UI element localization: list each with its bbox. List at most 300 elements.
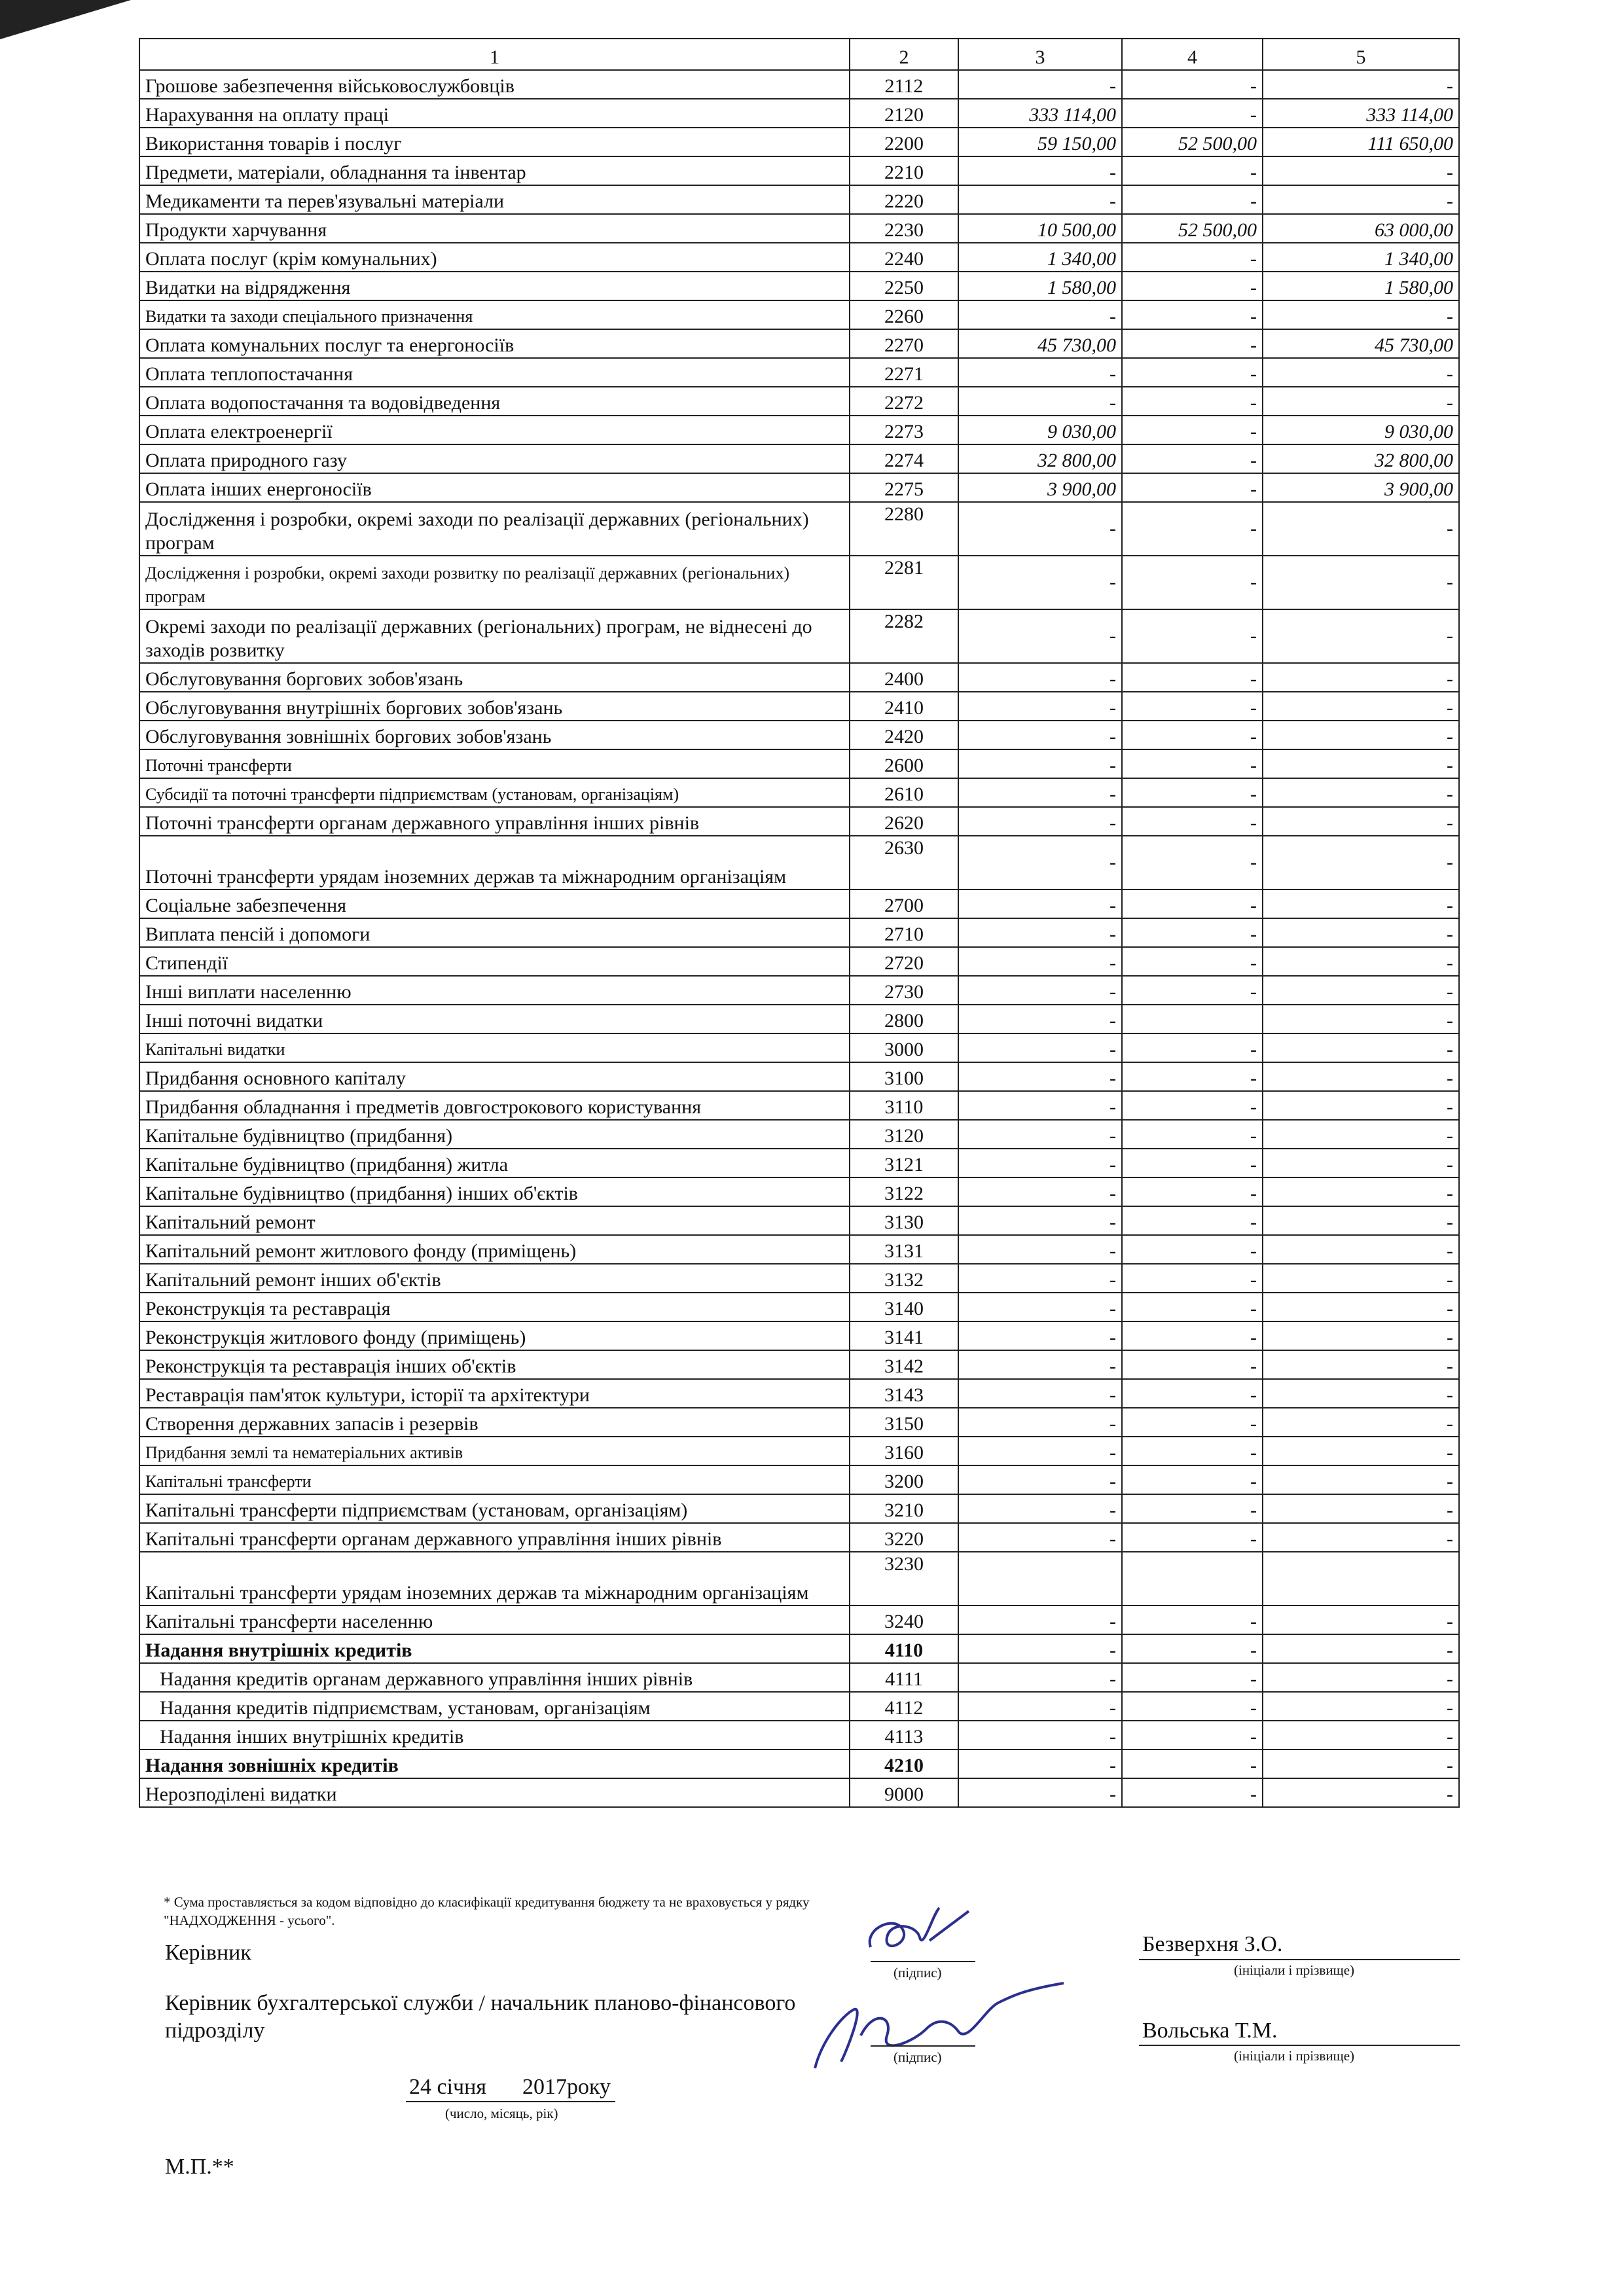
date-caption: (число, місяць, рік) bbox=[445, 2106, 558, 2121]
row-name-cell: Стипендії bbox=[139, 947, 850, 976]
row-code-cell: 2270 bbox=[850, 329, 958, 358]
row-name-cell: Придбання основного капіталу bbox=[139, 1062, 850, 1091]
row-value-col3: 45 730,00 bbox=[958, 329, 1122, 358]
row-code-cell: 2112 bbox=[850, 70, 958, 99]
row-value-col5: - bbox=[1263, 609, 1459, 663]
row-value-col4: - bbox=[1122, 329, 1263, 358]
row-value-col4: - bbox=[1122, 444, 1263, 473]
row-value-col5: - bbox=[1263, 1634, 1459, 1663]
row-value-col5: 3 900,00 bbox=[1263, 473, 1459, 502]
row-value-col5: - bbox=[1263, 947, 1459, 976]
date-line bbox=[406, 2101, 615, 2102]
row-name-cell: Надання зовнішніх кредитів bbox=[139, 1749, 850, 1778]
row-name-cell: Реконструкція та реставрація інших об'єктів bbox=[139, 1350, 850, 1379]
header-cell-3: 3 bbox=[958, 39, 1122, 70]
row-value-col4: - bbox=[1122, 1033, 1263, 1062]
row-value-col5: - bbox=[1263, 502, 1459, 556]
row-code-cell: 3210 bbox=[850, 1494, 958, 1523]
row-name-cell: Обслуговування зовнішніх боргових зобов'язань bbox=[139, 721, 850, 749]
row-value-col3: 9 030,00 bbox=[958, 416, 1122, 444]
row-code-cell: 4112 bbox=[850, 1692, 958, 1721]
head-signature bbox=[857, 1901, 982, 1967]
table-row bbox=[139, 1634, 1459, 1663]
row-value-col3: - bbox=[958, 387, 1122, 416]
head-name: Безверхня З.О. bbox=[1142, 1932, 1283, 1956]
row-name-cell: Реконструкція та реставрація bbox=[139, 1293, 850, 1321]
row-value-col4: - bbox=[1122, 1749, 1263, 1778]
row-value-col3: 1 340,00 bbox=[958, 243, 1122, 272]
table-row bbox=[139, 1663, 1459, 1692]
row-value-col4: - bbox=[1122, 749, 1263, 778]
table-row bbox=[139, 1494, 1459, 1523]
row-value-col5: - bbox=[1263, 1293, 1459, 1321]
row-name-cell: Субсидії та поточні трансферти підприємствам (установам, організаціям) bbox=[139, 778, 850, 807]
row-name-cell: Капітальні трансферти урядам іноземних держав та міжнародним організаціям bbox=[139, 1552, 850, 1605]
row-value-col3: - bbox=[958, 1634, 1122, 1663]
table-row bbox=[139, 1437, 1459, 1465]
table-row bbox=[139, 556, 1459, 609]
row-value-col4: - bbox=[1122, 416, 1263, 444]
row-value-col4: - bbox=[1122, 778, 1263, 807]
row-code-cell: 3000 bbox=[850, 1033, 958, 1062]
table-row bbox=[139, 1206, 1459, 1235]
table-row bbox=[139, 1091, 1459, 1120]
row-value-col3: - bbox=[958, 1120, 1122, 1149]
row-code-cell: 2630 bbox=[850, 836, 958, 889]
row-value-col5: - bbox=[1263, 1264, 1459, 1293]
row-code-cell: 4111 bbox=[850, 1663, 958, 1692]
row-value-col4: - bbox=[1122, 1379, 1263, 1408]
row-value-col3 bbox=[958, 1552, 1122, 1605]
table-body bbox=[139, 70, 1459, 1807]
row-name-cell: Капітальні трансферти населенню bbox=[139, 1605, 850, 1634]
table-row bbox=[139, 444, 1459, 473]
row-code-cell: 9000 bbox=[850, 1778, 958, 1807]
row-name-cell: Дослідження і розробки, окремі заходи розвитку по реалізації державних (регіональних) програм bbox=[139, 556, 850, 609]
row-value-col3: - bbox=[958, 1149, 1122, 1177]
row-value-col3: - bbox=[958, 807, 1122, 836]
row-name-cell: Капітальні трансферти bbox=[139, 1465, 850, 1494]
row-value-col5: - bbox=[1263, 749, 1459, 778]
row-value-col4: - bbox=[1122, 836, 1263, 889]
row-value-col3: - bbox=[958, 1321, 1122, 1350]
row-value-col5: - bbox=[1263, 387, 1459, 416]
budget-report-sheet bbox=[139, 38, 1458, 1808]
table-row bbox=[139, 1408, 1459, 1437]
row-value-col4: - bbox=[1122, 1523, 1263, 1552]
header-cell-1: 1 bbox=[139, 39, 850, 70]
row-value-col4: - bbox=[1122, 1605, 1263, 1634]
row-value-col5: - bbox=[1263, 556, 1459, 609]
row-value-col4: - bbox=[1122, 300, 1263, 329]
row-value-col4: - bbox=[1122, 1494, 1263, 1523]
row-value-col3: 3 900,00 bbox=[958, 473, 1122, 502]
row-name-cell: Інші виплати населенню bbox=[139, 976, 850, 1005]
row-name-cell: Предмети, матеріали, обладнання та інвентар bbox=[139, 156, 850, 185]
row-name-cell: Оплата послуг (крім комунальних) bbox=[139, 243, 850, 272]
row-value-col4: - bbox=[1122, 99, 1263, 128]
table-row bbox=[139, 1692, 1459, 1721]
row-code-cell: 4113 bbox=[850, 1721, 958, 1749]
row-value-col5: 111 650,00 bbox=[1263, 128, 1459, 156]
row-value-col5: - bbox=[1263, 1749, 1459, 1778]
row-value-col5: - bbox=[1263, 918, 1459, 947]
table-row bbox=[139, 502, 1459, 556]
row-name-cell: Обслуговування внутрішніх боргових зобов'язань bbox=[139, 692, 850, 721]
row-value-col5: - bbox=[1263, 1437, 1459, 1465]
table-row bbox=[139, 214, 1459, 243]
row-value-col4: - bbox=[1122, 918, 1263, 947]
row-value-col4: - bbox=[1122, 807, 1263, 836]
table-row bbox=[139, 663, 1459, 692]
row-value-col3: 59 150,00 bbox=[958, 128, 1122, 156]
row-code-cell: 2240 bbox=[850, 243, 958, 272]
row-code-cell: 2273 bbox=[850, 416, 958, 444]
row-name-cell: Оплата водопостачання та водовідведення bbox=[139, 387, 850, 416]
row-value-col5: - bbox=[1263, 721, 1459, 749]
row-value-col5: - bbox=[1263, 692, 1459, 721]
row-value-col5: 63 000,00 bbox=[1263, 214, 1459, 243]
head-signature-line bbox=[871, 1961, 975, 1962]
table-row bbox=[139, 721, 1459, 749]
row-value-col4: - bbox=[1122, 1120, 1263, 1149]
row-code-cell: 3141 bbox=[850, 1321, 958, 1350]
table-row bbox=[139, 1120, 1459, 1149]
row-name-cell: Видатки на відрядження bbox=[139, 272, 850, 300]
row-value-col4: - bbox=[1122, 1091, 1263, 1120]
row-code-cell: 3200 bbox=[850, 1465, 958, 1494]
row-value-col5: 1 340,00 bbox=[1263, 243, 1459, 272]
row-value-col5: - bbox=[1263, 976, 1459, 1005]
row-name-cell: Надання інших внутрішніх кредитів bbox=[139, 1721, 850, 1749]
row-value-col3: - bbox=[958, 836, 1122, 889]
table-row bbox=[139, 185, 1459, 214]
row-code-cell: 3220 bbox=[850, 1523, 958, 1552]
row-value-col5: - bbox=[1263, 1062, 1459, 1091]
row-value-col4: - bbox=[1122, 1206, 1263, 1235]
row-value-col3: - bbox=[958, 609, 1122, 663]
row-name-cell: Капітальні видатки bbox=[139, 1033, 850, 1062]
row-value-col5: - bbox=[1263, 70, 1459, 99]
column-number-header bbox=[139, 39, 1459, 70]
table-row bbox=[139, 1605, 1459, 1634]
row-value-col5: - bbox=[1263, 1408, 1459, 1437]
table-row bbox=[139, 749, 1459, 778]
table-row bbox=[139, 1749, 1459, 1778]
row-code-cell: 3160 bbox=[850, 1437, 958, 1465]
row-value-col3: - bbox=[958, 1264, 1122, 1293]
row-code-cell: 2410 bbox=[850, 692, 958, 721]
row-value-col5: - bbox=[1263, 1177, 1459, 1206]
table-row bbox=[139, 1293, 1459, 1321]
table-row bbox=[139, 889, 1459, 918]
table-row bbox=[139, 1177, 1459, 1206]
row-value-col4: - bbox=[1122, 1663, 1263, 1692]
row-value-col3: - bbox=[958, 70, 1122, 99]
row-value-col3: - bbox=[958, 1721, 1122, 1749]
accountant-label: Керівник бухгалтерської служби / начальник планово-фінансового підрозділу bbox=[165, 1991, 796, 2043]
row-name-cell: Грошове забезпечення військовослужбовців bbox=[139, 70, 850, 99]
row-code-cell: 2610 bbox=[850, 778, 958, 807]
table-row bbox=[139, 128, 1459, 156]
row-code-cell: 3100 bbox=[850, 1062, 958, 1091]
head-label: Керівник bbox=[165, 1941, 251, 1965]
row-code-cell: 3240 bbox=[850, 1605, 958, 1634]
row-value-col5: 32 800,00 bbox=[1263, 444, 1459, 473]
row-name-cell: Нарахування на оплату праці bbox=[139, 99, 850, 128]
row-code-cell: 3140 bbox=[850, 1293, 958, 1321]
header-cell-4: 4 bbox=[1122, 39, 1263, 70]
row-name-cell: Оплата теплопостачання bbox=[139, 358, 850, 387]
table-row bbox=[139, 692, 1459, 721]
row-name-cell: Оплата інших енергоносіїв bbox=[139, 473, 850, 502]
row-value-col3: - bbox=[958, 156, 1122, 185]
table-row bbox=[139, 272, 1459, 300]
row-code-cell: 3122 bbox=[850, 1177, 958, 1206]
row-value-col5: - bbox=[1263, 1350, 1459, 1379]
row-code-cell: 3230 bbox=[850, 1552, 958, 1605]
row-name-cell: Надання кредитів органам державного управління інших рівнів bbox=[139, 1663, 850, 1692]
row-value-col4: - bbox=[1122, 1721, 1263, 1749]
row-name-cell: Поточні трансферти урядам іноземних держав та міжнародним організаціям bbox=[139, 836, 850, 889]
row-value-col3: - bbox=[958, 692, 1122, 721]
date-year: 2017року bbox=[522, 2075, 611, 2099]
row-value-col3: - bbox=[958, 1206, 1122, 1235]
row-value-col3: - bbox=[958, 1235, 1122, 1264]
row-value-col4: - bbox=[1122, 1465, 1263, 1494]
row-value-col4: - bbox=[1122, 1293, 1263, 1321]
row-value-col5: - bbox=[1263, 1721, 1459, 1749]
row-value-col4: - bbox=[1122, 473, 1263, 502]
row-value-col5: - bbox=[1263, 663, 1459, 692]
table-row bbox=[139, 976, 1459, 1005]
table-row bbox=[139, 947, 1459, 976]
row-name-cell: Капітальний ремонт bbox=[139, 1206, 850, 1235]
row-value-col4: - bbox=[1122, 1634, 1263, 1663]
row-value-col5: - bbox=[1263, 889, 1459, 918]
row-code-cell: 2220 bbox=[850, 185, 958, 214]
table-row bbox=[139, 836, 1459, 889]
row-value-col5: - bbox=[1263, 185, 1459, 214]
row-value-col3: - bbox=[958, 1465, 1122, 1494]
row-value-col5: - bbox=[1263, 1149, 1459, 1177]
row-value-col3: - bbox=[958, 749, 1122, 778]
head-name-line bbox=[1139, 1959, 1460, 1960]
row-code-cell: 2210 bbox=[850, 156, 958, 185]
footnote: * Сума проставляється за кодом відповідно до класифікації кредитування бюджету та не враховується у рядку "НАДХОДЖЕННЯ - усього". bbox=[164, 1894, 810, 1928]
row-name-cell: Капітальний ремонт житлового фонду (приміщень) bbox=[139, 1235, 850, 1264]
row-name-cell: Реставрація пам'яток культури, історії та архітектури bbox=[139, 1379, 850, 1408]
row-value-col5: 333 114,00 bbox=[1263, 99, 1459, 128]
row-value-col4: - bbox=[1122, 663, 1263, 692]
row-name-cell: Оплата електроенергії bbox=[139, 416, 850, 444]
row-name-cell: Надання внутрішніх кредитів bbox=[139, 1634, 850, 1663]
row-value-col3: - bbox=[958, 918, 1122, 947]
row-name-cell: Оплата природного газу bbox=[139, 444, 850, 473]
row-value-col3: 1 580,00 bbox=[958, 272, 1122, 300]
row-value-col4: - bbox=[1122, 156, 1263, 185]
row-value-col4: - bbox=[1122, 502, 1263, 556]
row-value-col5: - bbox=[1263, 1120, 1459, 1149]
row-value-col3: - bbox=[958, 1379, 1122, 1408]
row-value-col4: - bbox=[1122, 272, 1263, 300]
row-value-col5: - bbox=[1263, 807, 1459, 836]
row-value-col3: 32 800,00 bbox=[958, 444, 1122, 473]
table-row bbox=[139, 1778, 1459, 1807]
row-code-cell: 2281 bbox=[850, 556, 958, 609]
row-code-cell: 3143 bbox=[850, 1379, 958, 1408]
row-name-cell: Придбання землі та нематеріальних активів bbox=[139, 1437, 850, 1465]
row-value-col5: - bbox=[1263, 1605, 1459, 1634]
row-code-cell: 2720 bbox=[850, 947, 958, 976]
table-row bbox=[139, 300, 1459, 329]
row-code-cell: 2274 bbox=[850, 444, 958, 473]
row-value-col5: - bbox=[1263, 1091, 1459, 1120]
row-value-col3: - bbox=[958, 1177, 1122, 1206]
row-name-cell: Поточні трансферти bbox=[139, 749, 850, 778]
row-code-cell: 3121 bbox=[850, 1149, 958, 1177]
row-name-cell: Капітальне будівництво (придбання) bbox=[139, 1120, 850, 1149]
accountant-name-line bbox=[1139, 2045, 1460, 2046]
row-code-cell: 3142 bbox=[850, 1350, 958, 1379]
row-value-col5: 1 580,00 bbox=[1263, 272, 1459, 300]
row-value-col3: - bbox=[958, 1523, 1122, 1552]
row-value-col3: - bbox=[958, 947, 1122, 976]
row-code-cell: 2700 bbox=[850, 889, 958, 918]
row-value-col3: - bbox=[958, 556, 1122, 609]
header-cell-5: 5 bbox=[1263, 39, 1459, 70]
row-value-col3: - bbox=[958, 721, 1122, 749]
table-row bbox=[139, 1149, 1459, 1177]
accountant-name: Вольська Т.М. bbox=[1142, 2018, 1278, 2043]
accountant-signature-caption: (підпис) bbox=[893, 2049, 942, 2065]
row-value-col4 bbox=[1122, 1552, 1263, 1605]
table-row bbox=[139, 1062, 1459, 1091]
row-code-cell: 2200 bbox=[850, 128, 958, 156]
row-value-col5: - bbox=[1263, 1663, 1459, 1692]
row-value-col5: - bbox=[1263, 1494, 1459, 1523]
row-value-col5: - bbox=[1263, 1033, 1459, 1062]
row-value-col3: - bbox=[958, 1091, 1122, 1120]
date-day-month: 24 січня bbox=[409, 2075, 486, 2099]
row-name-cell: Використання товарів і послуг bbox=[139, 128, 850, 156]
row-value-col4: - bbox=[1122, 556, 1263, 609]
row-code-cell: 2400 bbox=[850, 663, 958, 692]
row-value-col5: - bbox=[1263, 836, 1459, 889]
head-signature-caption: (підпис) bbox=[893, 1965, 942, 1981]
row-name-cell: Поточні трансферти органам державного управління інших рівнів bbox=[139, 807, 850, 836]
row-value-col4: - bbox=[1122, 692, 1263, 721]
row-value-col5: - bbox=[1263, 1005, 1459, 1033]
row-value-col4: - bbox=[1122, 1235, 1263, 1264]
row-value-col4: - bbox=[1122, 243, 1263, 272]
row-value-col4: - bbox=[1122, 1149, 1263, 1177]
row-value-col3: - bbox=[958, 1778, 1122, 1807]
table-row bbox=[139, 609, 1459, 663]
row-value-col4: 52 500,00 bbox=[1122, 214, 1263, 243]
row-name-cell: Капітальні трансферти органам державного управління інших рівнів bbox=[139, 1523, 850, 1552]
row-value-col5: - bbox=[1263, 1465, 1459, 1494]
row-value-col4: - bbox=[1122, 1408, 1263, 1437]
row-value-col4: - bbox=[1122, 1177, 1263, 1206]
row-value-col3: - bbox=[958, 1605, 1122, 1634]
table-row bbox=[139, 387, 1459, 416]
row-code-cell: 2275 bbox=[850, 473, 958, 502]
table-row bbox=[139, 1523, 1459, 1552]
row-name-cell: Дослідження і розробки, окремі заходи по реалізації державних (регіональних) програм bbox=[139, 502, 850, 556]
row-code-cell: 4210 bbox=[850, 1749, 958, 1778]
row-value-col5 bbox=[1263, 1552, 1459, 1605]
row-name-cell: Виплата пенсій і допомоги bbox=[139, 918, 850, 947]
row-value-col5: - bbox=[1263, 1523, 1459, 1552]
accountant-signature-line bbox=[871, 2045, 975, 2047]
expenditure-table bbox=[139, 38, 1460, 1808]
row-code-cell: 3130 bbox=[850, 1206, 958, 1235]
header-cell-2: 2 bbox=[850, 39, 958, 70]
row-value-col3: 333 114,00 bbox=[958, 99, 1122, 128]
row-name-cell: Окремі заходи по реалізації державних (регіональних) програм, не віднесені до заходів розвитку bbox=[139, 609, 850, 663]
row-value-col4: - bbox=[1122, 976, 1263, 1005]
row-value-col5: 9 030,00 bbox=[1263, 416, 1459, 444]
row-code-cell: 3110 bbox=[850, 1091, 958, 1120]
row-value-col3: - bbox=[958, 889, 1122, 918]
row-code-cell: 3150 bbox=[850, 1408, 958, 1437]
row-code-cell: 3132 bbox=[850, 1264, 958, 1293]
table-row bbox=[139, 1465, 1459, 1494]
row-code-cell: 2280 bbox=[850, 502, 958, 556]
row-name-cell: Соціальне забезпечення bbox=[139, 889, 850, 918]
table-row bbox=[139, 1350, 1459, 1379]
row-value-col3: - bbox=[958, 185, 1122, 214]
row-name-cell: Капітальне будівництво (придбання) житла bbox=[139, 1149, 850, 1177]
row-value-col5: - bbox=[1263, 1321, 1459, 1350]
row-value-col3: - bbox=[958, 778, 1122, 807]
row-name-cell: Медикаменти та перев'язувальні матеріали bbox=[139, 185, 850, 214]
row-name-cell: Капітальний ремонт інших об'єктів bbox=[139, 1264, 850, 1293]
row-name-cell: Реконструкція житлового фонду (приміщень) bbox=[139, 1321, 850, 1350]
table-row bbox=[139, 1379, 1459, 1408]
row-code-cell: 2260 bbox=[850, 300, 958, 329]
row-value-col4: - bbox=[1122, 1321, 1263, 1350]
row-value-col3: - bbox=[958, 1293, 1122, 1321]
table-row bbox=[139, 70, 1459, 99]
table-row bbox=[139, 1264, 1459, 1293]
row-value-col4: - bbox=[1122, 1437, 1263, 1465]
row-value-col3: - bbox=[958, 1033, 1122, 1062]
table-row bbox=[139, 1005, 1459, 1033]
row-value-col4: - bbox=[1122, 1062, 1263, 1091]
row-value-col4: - bbox=[1122, 358, 1263, 387]
row-value-col5: - bbox=[1263, 300, 1459, 329]
row-value-col4: - bbox=[1122, 947, 1263, 976]
table-row bbox=[139, 1235, 1459, 1264]
row-value-col3: - bbox=[958, 1494, 1122, 1523]
table-row bbox=[139, 1033, 1459, 1062]
row-value-col4: - bbox=[1122, 609, 1263, 663]
row-name-cell: Обслуговування боргових зобов'язань bbox=[139, 663, 850, 692]
row-code-cell: 2282 bbox=[850, 609, 958, 663]
row-code-cell: 2250 bbox=[850, 272, 958, 300]
row-code-cell: 2420 bbox=[850, 721, 958, 749]
table-row bbox=[139, 918, 1459, 947]
head-initials-caption: (ініціали і прізвище) bbox=[1234, 1962, 1355, 1978]
accountant-initials-caption: (ініціали і прізвище) bbox=[1234, 2048, 1355, 2064]
row-value-col4 bbox=[1122, 1005, 1263, 1033]
row-value-col4: - bbox=[1122, 721, 1263, 749]
table-row bbox=[139, 1721, 1459, 1749]
row-value-col5: - bbox=[1263, 358, 1459, 387]
row-code-cell: 2800 bbox=[850, 1005, 958, 1033]
